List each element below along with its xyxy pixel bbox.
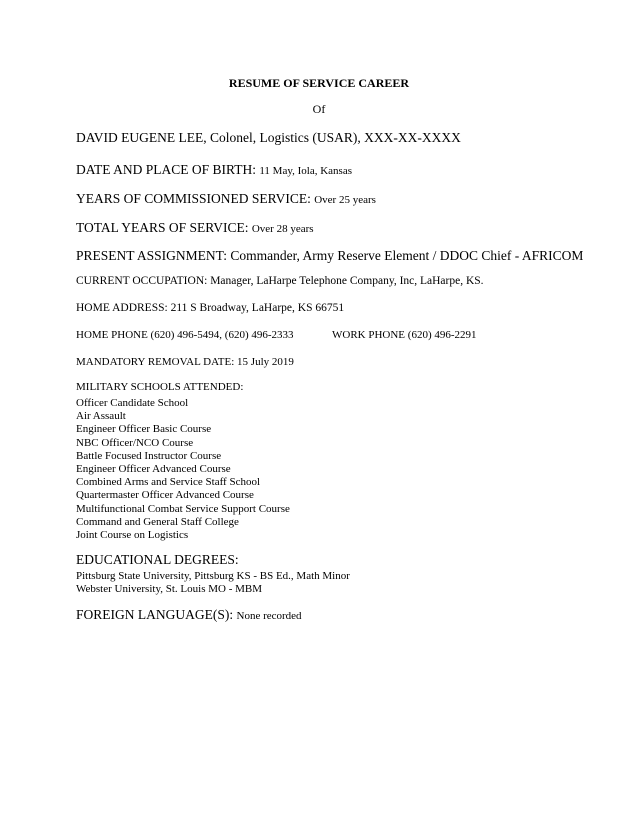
commissioned-line bbox=[76, 192, 376, 206]
commissioned-value: Over 25 years bbox=[314, 194, 376, 206]
document-title: RESUME OF SERVICE CAREER bbox=[228, 76, 410, 90]
total-service-value: Over 28 years bbox=[251, 223, 314, 235]
language-line bbox=[76, 608, 302, 622]
list-item: Battle Focused Instructor Course bbox=[76, 449, 222, 462]
total-service-line bbox=[76, 221, 314, 235]
removal-date-line: MANDATORY REMOVAL DATE: 15 July 2019 bbox=[76, 356, 294, 368]
list-item: Multifunctional Combat Service Support Course bbox=[76, 502, 290, 515]
work-phone: WORK PHONE (620) 496-2291 bbox=[332, 329, 477, 341]
degrees-list bbox=[76, 570, 350, 595]
list-item: Joint Course on Logistics bbox=[76, 529, 189, 542]
home-phone: HOME PHONE (620) 496-5494, (620) 496-2333 bbox=[76, 329, 294, 341]
title-of: Of bbox=[312, 102, 326, 116]
list-item: Air Assault bbox=[76, 410, 126, 423]
list-item: Webster University, St. Louis MO - MBM bbox=[76, 582, 263, 595]
list-item: Engineer Officer Advanced Course bbox=[76, 463, 231, 476]
language-label: FOREIGN LANGUAGE(S): bbox=[76, 607, 234, 622]
phone-line bbox=[76, 329, 477, 341]
birth-label: DATE AND PLACE OF BIRTH: bbox=[76, 162, 256, 177]
language-value: None recorded bbox=[236, 610, 302, 622]
list-item: NBC Officer/NCO Course bbox=[76, 436, 194, 449]
list-item: Command and General Staff College bbox=[76, 515, 239, 528]
assignment-line: PRESENT ASSIGNMENT: Commander, Army Reserve Element / DDOC Chief - AFRICOM bbox=[76, 248, 584, 263]
list-item: Quartermaster Officer Advanced Course bbox=[76, 489, 254, 502]
schools-heading: MILITARY SCHOOLS ATTENDED: bbox=[76, 381, 244, 393]
birth-value: 11 May, Iola, Kansas bbox=[259, 165, 352, 177]
list-item: Officer Candidate School bbox=[76, 397, 189, 409]
occupation-line: CURRENT OCCUPATION: Manager, LaHarpe Telephone Company, Inc, LaHarpe, KS. bbox=[76, 275, 484, 287]
degrees-heading: EDUCATIONAL DEGREES: bbox=[76, 552, 239, 567]
birth-line bbox=[76, 163, 352, 177]
list-item: Combined Arms and Service Staff School bbox=[76, 476, 261, 489]
address-line: HOME ADDRESS: 211 S Broadway, LaHarpe, KS 66751 bbox=[76, 302, 345, 314]
name-line: DAVID EUGENE LEE, Colonel, Logistics (USAR), XXX-XX-XXXX bbox=[76, 130, 461, 145]
schools-list bbox=[76, 397, 290, 542]
list-item: Engineer Officer Basic Course bbox=[76, 423, 212, 436]
total-service-label: TOTAL YEARS OF SERVICE: bbox=[76, 220, 249, 235]
list-item: Pittsburg State University, Pittsburg KS - BS Ed., Math Minor bbox=[76, 570, 350, 582]
commissioned-label: YEARS OF COMMISSIONED SERVICE: bbox=[76, 191, 311, 206]
